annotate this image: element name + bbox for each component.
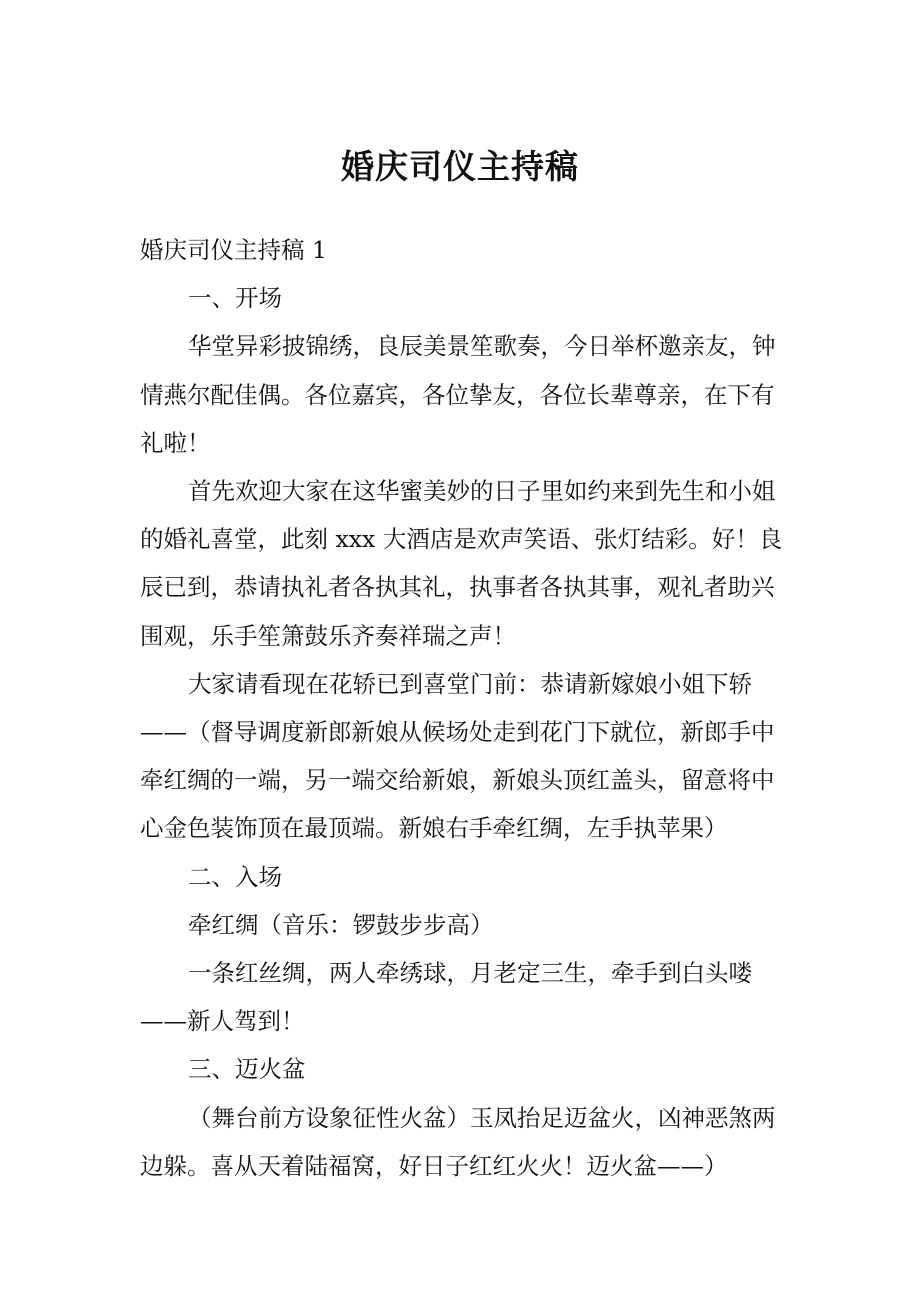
document-body	[140, 226, 790, 1190]
paragraph: 牵红绸（音乐：锣鼓步步高）	[188, 910, 494, 939]
paragraph: 华堂异彩披锦绣，良辰美景笙歌奏，今日举杯邀亲友，钟情燕尔配佳偶。各位嘉宾，各位挚友，各位长辈尊亲，在下有礼啦！	[140, 332, 776, 457]
paragraph: 大家请看现在花轿已到喜堂门前：恭请新嫁娘小姐下轿——（督导调度新郎新娘从候场处走到花门下就位，新郎手中牵红绸的一端，另一端交给新娘，新娘头顶红盖头，留意将中心金色装饰顶在最顶端。新娘右手牵红绸，左手执苹果）	[140, 669, 775, 843]
paragraph: （舞台前方设象征性火盆）玉凤抬足迈盆火，凶神恶煞两边躲。喜从天着陆福窝，好日子红红火火！迈火盆——）	[140, 1103, 776, 1180]
document-title: 婚庆司仪主持稿	[341, 147, 579, 186]
paragraph: 首先欢迎大家在这华蜜美妙的日子里如约来到先生和小姐的婚礼喜堂，此刻 xxx 大酒店是欢声笑语、张灯结彩。好！良辰已到，恭请执礼者各执其礼，执事者各执其事，观礼者助兴围观，乐手笙箫鼓乐齐奏祥瑞之声！	[140, 477, 783, 650]
paragraph: 一条红丝绸，两人牵绣球，月老定三生，牵手到白头喽——新人驾到！	[140, 959, 752, 1036]
section-heading-entrance: 二、入场	[188, 862, 282, 891]
document-subtitle: 婚庆司仪主持稿 1	[140, 236, 327, 264]
section-heading-fire-basin: 三、迈火盆	[188, 1055, 306, 1084]
section-heading-opening: 一、开场	[188, 284, 282, 313]
